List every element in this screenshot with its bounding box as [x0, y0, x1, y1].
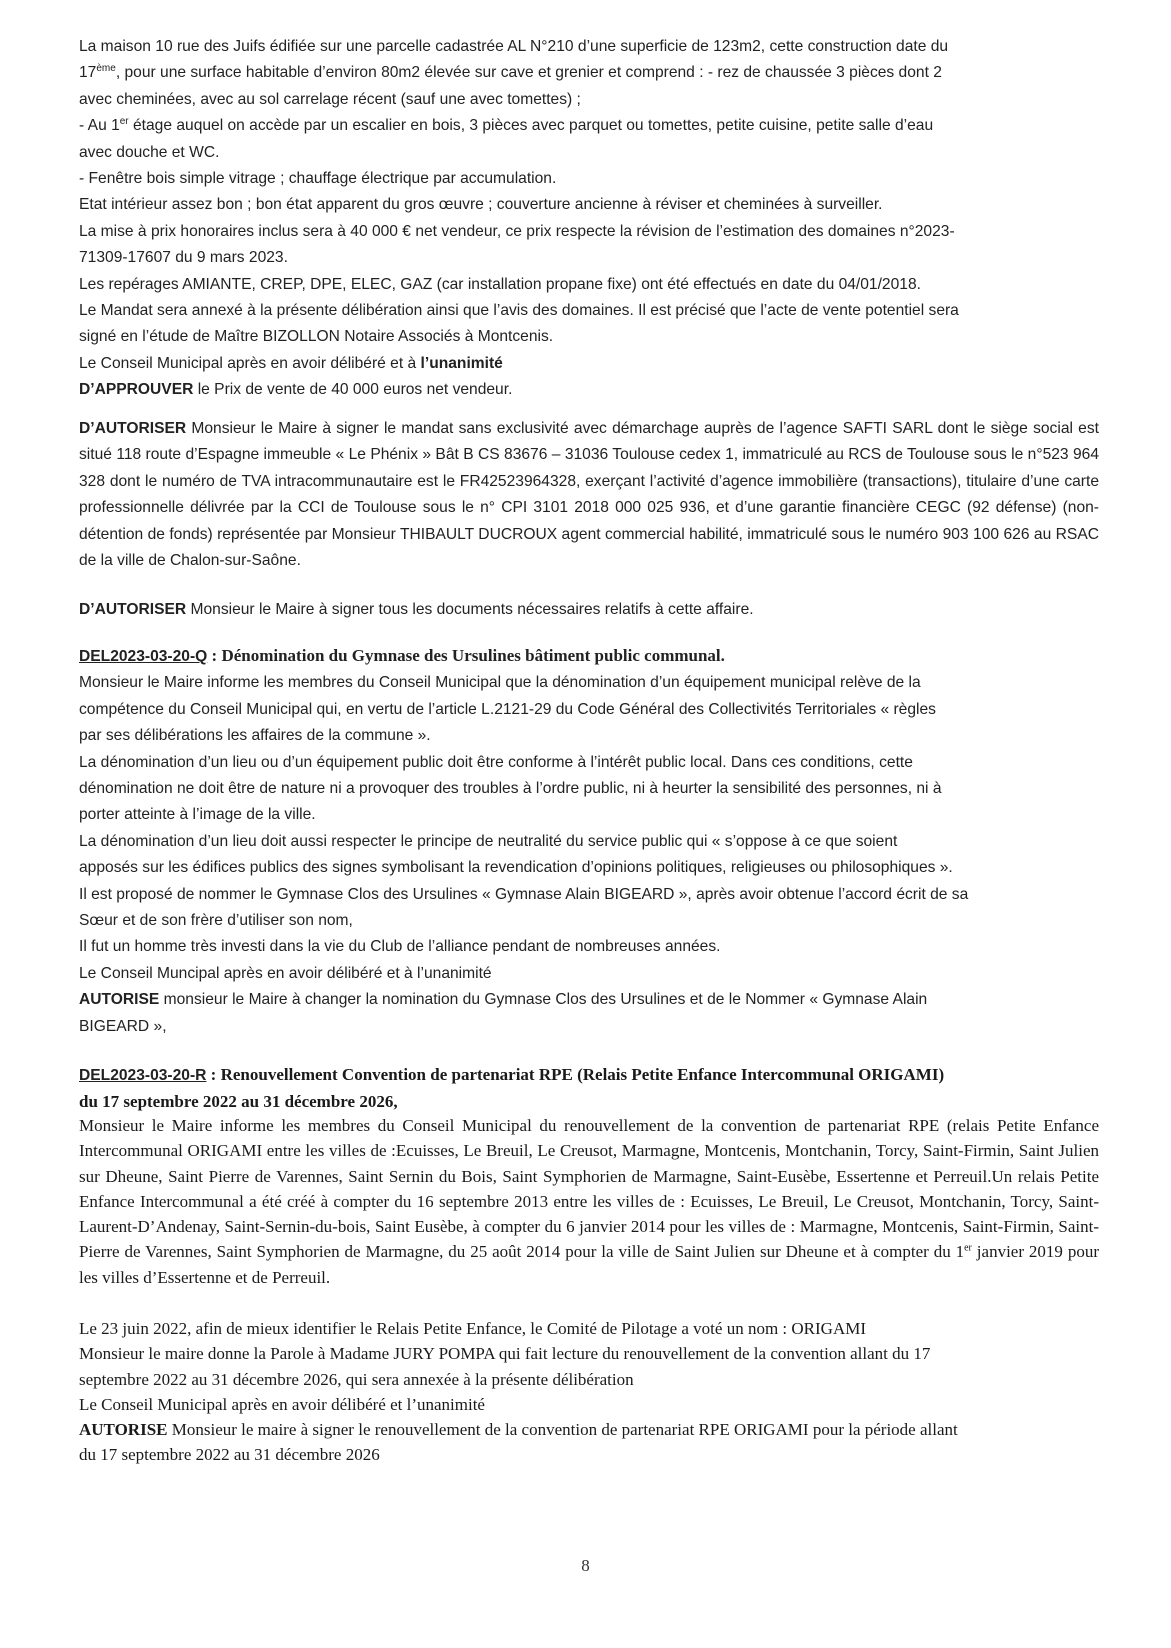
deliberation-r-heading: [79, 1062, 1099, 1115]
authorize-mandate-paragraph: [79, 416, 1099, 574]
house-line-1: La maison 10 rue des Juifs édifiée sur une parcelle cadastrée AL N°210 d’une superficie de 123m2, cette construction date du: [79, 38, 949, 55]
deliberation-q-ref: DEL2023-03-20-Q: [79, 648, 208, 665]
floor-line-2: avec douche et WC.: [79, 143, 220, 161]
deliberation-r-body: [79, 1113, 1099, 1290]
deliberation-q-line: Le Conseil Muncipal après en avoir délibéré et à l’unanimité: [79, 964, 492, 982]
deliberation-q-authorize-line: AUTORISE monsieur le Maire à changer la nomination du Gymnase Clos des Ursulines et de le Nommer « Gymnase Alain: [79, 991, 928, 1009]
deliberation-q-line: La dénomination d’un lieu doit aussi respecter le principe de neutralité du service public qui « s’oppose à ce que soient: [79, 832, 898, 850]
deliberation-r-title-1: : Renouvellement Convention de partenariat RPE (Relais Petite Enfance Intercommunal ORIGAMI): [206, 1065, 945, 1084]
deliberation-q-title: : Dénomination du Gymnase des Ursulines bâtiment public communal.: [207, 646, 725, 665]
authorize-mandate-text: Monsieur le Maire à signer le mandat sans exclusivité avec démarchage auprès de l’agence SAFTI SARL dont le siège social est situé 118 route d’Espagne immeuble « Le Phénix » Bât B CS 83676 – 31036 Toulouse cedex 1, immatriculé au RCS de Toulouse sous le n°523 964 328 dont le numéro de TVA intracommunautaire est le FR42523964328, exerçant l’activité d’agence immobilière (transactions), titulaire d’une carte professionnelle délivrée par la CCI de Toulouse sous le n° CPI 3101 2018 000 025 936, et d’une garantie financière CEGC (92 défense) (non-détention de fonds) représentée par Monsieur THIBAULT DUCROUX agent commercial habilité, immatriculé sous le numéro 903 100 626 au RSAC de la ville de Chalon-sur-Saône.: [79, 420, 1099, 570]
deliberation-r-council-line: Le Conseil Municipal après en avoir délibéré et l’unanimité: [79, 1394, 485, 1414]
house-line-2: 17ème, pour une surface habitable d’environ 80m2 élevée sur cave et grenier et comprend : - rez de chaussée 3 pièces dont 2: [79, 63, 942, 82]
approve-line: D’APPROUVER le Prix de vente de 40 000 euros net vendeur.: [79, 381, 513, 399]
deliberation-q-line: compétence du Conseil Municipal qui, en vertu de l’article L.2121-29 du Code Général des Collectivités Territoriales « règles: [79, 700, 936, 718]
authorize-keyword: D’AUTORISER: [79, 601, 187, 618]
price-line-2: 71309-17607 du 9 mars 2023.: [79, 249, 288, 267]
deliberation-r-jury-line: Monsieur le maire donne la Parole à Madame JURY POMPA qui fait lecture du renouvellement de la convention allant du 17: [79, 1344, 931, 1364]
state-line: Etat intérieur assez bon ; bon état apparent du gros œuvre ; couverture ancienne à réviser et cheminées à surveiller.: [79, 196, 883, 214]
deliberation-q-line: apposés sur les édifices publics des signes symbolisant la revendication d’opinions politiques, religieuses ou philosophiques ».: [79, 859, 953, 877]
deliberation-r-tail: [79, 1316, 1099, 1468]
windows-line: - Fenêtre bois simple vitrage ; chauffage électrique par accumulation.: [79, 170, 557, 188]
deliberation-r-authorize-line: AUTORISE Monsieur le maire à signer le renouvellement de la convention de partenariat RPE ORIGAMI pour la période allant: [79, 1420, 958, 1440]
deliberation-r-authorize-line: du 17 septembre 2022 au 31 décembre 2026: [79, 1445, 380, 1465]
deliberation-q-line: La dénomination d’un lieu ou d’un équipement public doit être conforme à l’intérêt public local. Dans ces conditions, cette: [79, 753, 913, 771]
deliberation-q-block: [79, 643, 1099, 1040]
deliberation-r-paragraph: Monsieur le Maire informe les membres du Conseil Municipal du renouvellement de la convention de partenariat RPE (relais Petite Enfance Intercommunal ORIGAMI entre les villes de :Ecuisses, Le Breuil, Le Creusot, Marmagne, Montcenis, Montchanin, Torcy, Saint-Firmin, Saint Julien sur Dheune, Saint Pierre de Varennes, Saint Sernin du Bois, Saint Symphorien de Marmagne, Saint-Eusèbe, Essertenne et Perreuil.Un relais Petite Enfance Intercommunal a été créé à compter du 16 septembre 2013 entre les villes de : Ecuisses, Le Breuil, Le Creusot, Montchanin, Torcy, Saint-Laurent-D’Andenay, Saint-Sernin-du-bois, Saint Eusèbe, à compter du 6 janvier 2014 pour les villes de : Marmagne, Montcenis, Saint-Firmin, Saint-Pierre de Varennes, Saint Symphorien de Marmagne, du 25 août 2014 pour la ville de Saint Julien sur Dheune et à compter du 1er janvier 2019 pour les villes d’Essertenne et de Perreuil.: [79, 1116, 1099, 1287]
deliberation-q-line: Il est proposé de nommer le Gymnase Clos des Ursulines « Gymnase Alain BIGEARD », après avoir obtenue l’accord écrit de sa: [79, 885, 969, 903]
deliberation-q-line: Il fut un homme très investi dans la vie du Club de l’alliance pendant de nombreuses années.: [79, 938, 721, 956]
deliberation-r-jury-line: septembre 2022 au 31 décembre 2026, qui sera annexée à la présente délibération: [79, 1369, 634, 1389]
council-line: Le Conseil Municipal après en avoir délibéré et à l’unanimité: [79, 354, 503, 372]
deliberation-r-ref: DEL2023-03-20-R: [79, 1067, 207, 1084]
deliberation-q-line: porter atteinte à l’image de la ville.: [79, 806, 316, 824]
mandate-line-2: signé en l’étude de Maître BIZOLLON Notaire Associés à Montcenis.: [79, 328, 554, 346]
deliberation-q-line: dénomination ne doit être de nature ni a provoquer des troubles à l’ordre public, ni à heurter la sensibilité des personnes, ni à: [79, 780, 942, 798]
deliberation-r-origami-line: Le 23 juin 2022, afin de mieux identifier le Relais Petite Enfance, le Comité de Pilotage a voté un nom : ORIGAMI: [79, 1319, 867, 1338]
house-line-3: avec cheminées, avec au sol carrelage récent (sauf une avec tomettes) ;: [79, 90, 581, 108]
deliberation-q-heading: [79, 643, 1099, 670]
deliberation-r-title-2: du 17 septembre 2022 au 31 décembre 2026,: [79, 1092, 398, 1112]
mandate-line-1: Le Mandat sera annexé à la présente délibération ainsi que l’avis des domaines. Il est précisé que l’acte de vente potentiel sera: [79, 302, 959, 320]
deliberation-q-authorize-line: BIGEARD »,: [79, 1017, 167, 1035]
authorize-documents-text: Monsieur le Maire à signer tous les documents nécessaires relatifs à cette affaire.: [186, 601, 754, 618]
authorize-documents-paragraph: [79, 597, 1099, 623]
house-description-block: [79, 34, 1099, 404]
deliberation-q-line: Sœur et de son frère d’utiliser son nom,: [79, 912, 353, 930]
deliberation-q-line: Monsieur le Maire informe les membres du Conseil Municipal que la dénomination d’un équipement municipal relève de la: [79, 674, 921, 692]
floor-line-1: - Au 1er étage auquel on accède par un escalier en bois, 3 pièces avec parquet ou tomettes, petite cuisine, petite salle d’eau: [79, 116, 934, 135]
diagnostics-line: Les repérages AMIANTE, CREP, DPE, ELEC, GAZ (car installation propane fixe) ont été effectués en date du 04/01/2018.: [79, 275, 921, 293]
page-number: 8: [581, 1556, 590, 1575]
authorize-keyword: D’AUTORISER: [79, 420, 187, 437]
price-line-1: La mise à prix honoraires inclus sera à 40 000 € net vendeur, ce prix respecte la révision de l’estimation des domaines n°2023-: [79, 222, 955, 240]
deliberation-q-line: par ses délibérations les affaires de la commune ».: [79, 727, 431, 745]
